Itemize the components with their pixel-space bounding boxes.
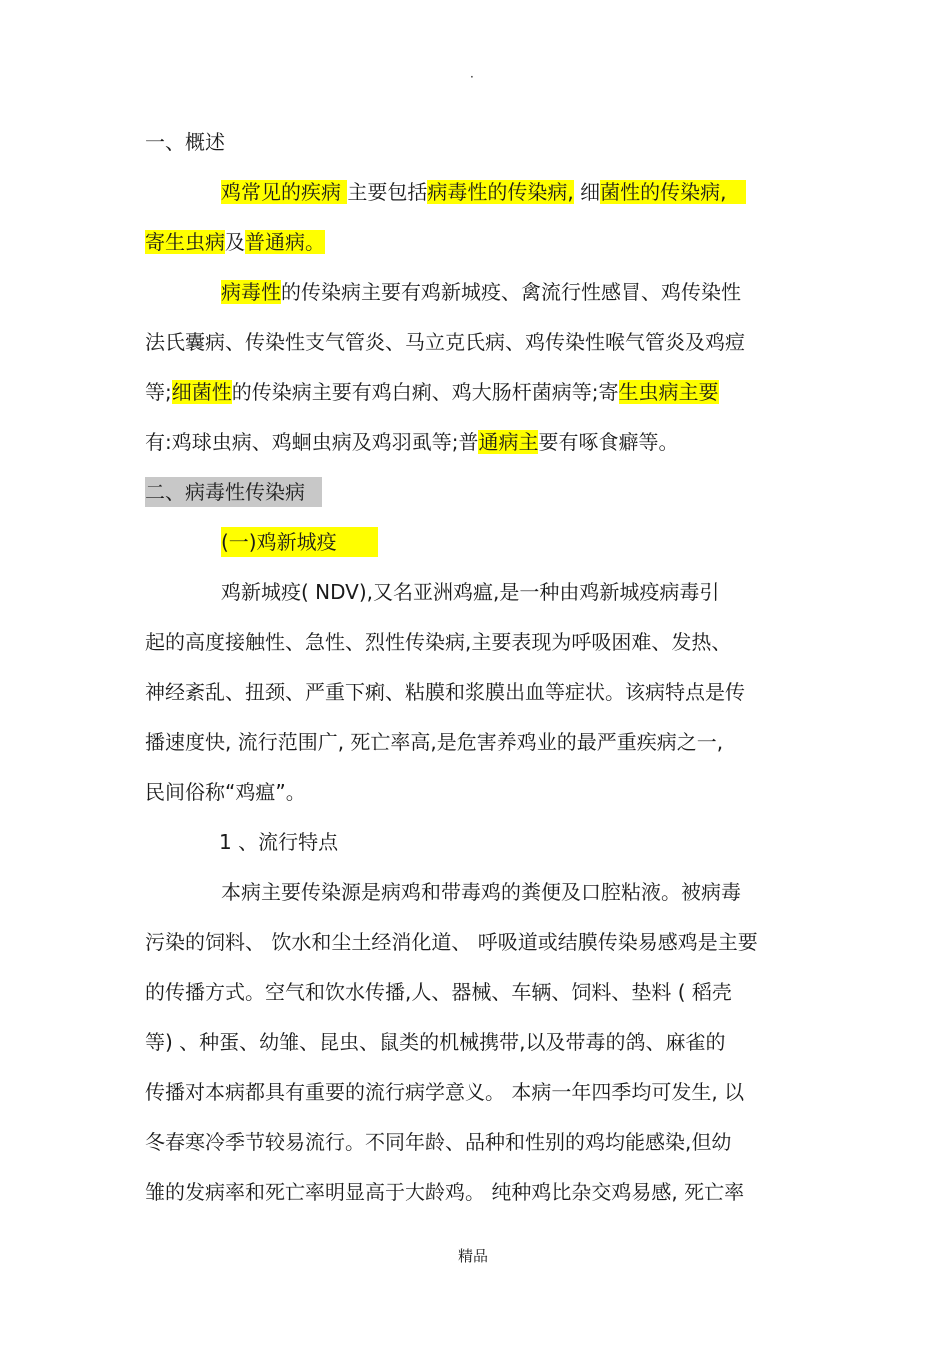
- paragraph-1-line-1: 鸡常见的疾病 主要包括病毒性的传染病, 细菌性的传染病,: [221, 177, 746, 207]
- paragraph-2-line-3: 等;细菌性的传染病主要有鸡白痢、鸡大肠杆菌病等;寄生虫病主要: [145, 380, 719, 404]
- paragraph-2-line-1: 病毒性的传染病主要有鸡新城疫、禽流行性感冒、鸡传染性: [221, 280, 741, 304]
- paragraph-4-line-3: 的传播方式。空气和饮水传播,人、器械、车辆、饲料、垫料 ( 稻壳: [145, 980, 732, 1004]
- subheading-1: 1 、流行特点: [219, 830, 339, 854]
- section-1-title: 一、概述: [145, 130, 225, 154]
- paragraph-3-line-3: 神经紊乱、扭颈、严重下痢、粘膜和浆膜出血等症状。该病特点是传: [145, 680, 745, 704]
- paragraph-1-line-2: 寄生虫病及普通病。: [145, 230, 325, 254]
- paragraph-3-line-1: 鸡新城疫( NDV),又名亚洲鸡瘟,是一种由鸡新城疫病毒引: [221, 580, 720, 604]
- paragraph-3-line-2: 起的高度接触性、急性、烈性传染病,主要表现为呼吸困难、发热、: [145, 630, 732, 654]
- paragraph-3-line-4: 播速度快, 流行范围广, 死亡率高,是危害养鸡业的最严重疾病之一,: [145, 730, 724, 754]
- paragraph-4-line-1: 本病主要传染源是病鸡和带毒鸡的粪便及口腔粘液。被病毒: [221, 880, 741, 904]
- footer-label: 精品: [458, 1247, 489, 1265]
- section-2-title: 二、病毒性传染病: [145, 477, 322, 507]
- paragraph-2-line-2: 法氏囊病、传染性支气管炎、马立克氏病、鸡传染性喉气管炎及鸡痘: [145, 330, 745, 354]
- paragraph-4-line-2: 污染的饲料、 饮水和尘土经消化道、 呼吸道或结膜传染易感鸡是主要: [145, 930, 758, 954]
- paragraph-4-line-5: 传播对本病都具有重要的流行病学意义。 本病一年四季均可发生, 以: [145, 1080, 745, 1104]
- paragraph-2-line-4: 有:鸡球虫病、鸡蛔虫病及鸡羽虱等;普通病主要有啄食癖等。: [145, 430, 679, 454]
- subsection-title: (一)鸡新城疫: [221, 527, 378, 557]
- paragraph-4-line-7: 雏的发病率和死亡率明显高于大龄鸡。 纯种鸡比杂交鸡易感, 死亡率: [145, 1180, 745, 1204]
- paragraph-4-line-6: 冬春寒冷季节较易流行。不同年龄、品种和性别的鸡均能感染,但幼: [145, 1130, 732, 1154]
- paragraph-4-line-4: 等) 、种蛋、幼雏、昆虫、鼠类的机械携带,以及带毒的鸽、麻雀的: [145, 1030, 726, 1054]
- header-mark: ·: [470, 70, 474, 84]
- paragraph-3-line-5: 民间俗称“鸡瘟”。: [145, 780, 306, 804]
